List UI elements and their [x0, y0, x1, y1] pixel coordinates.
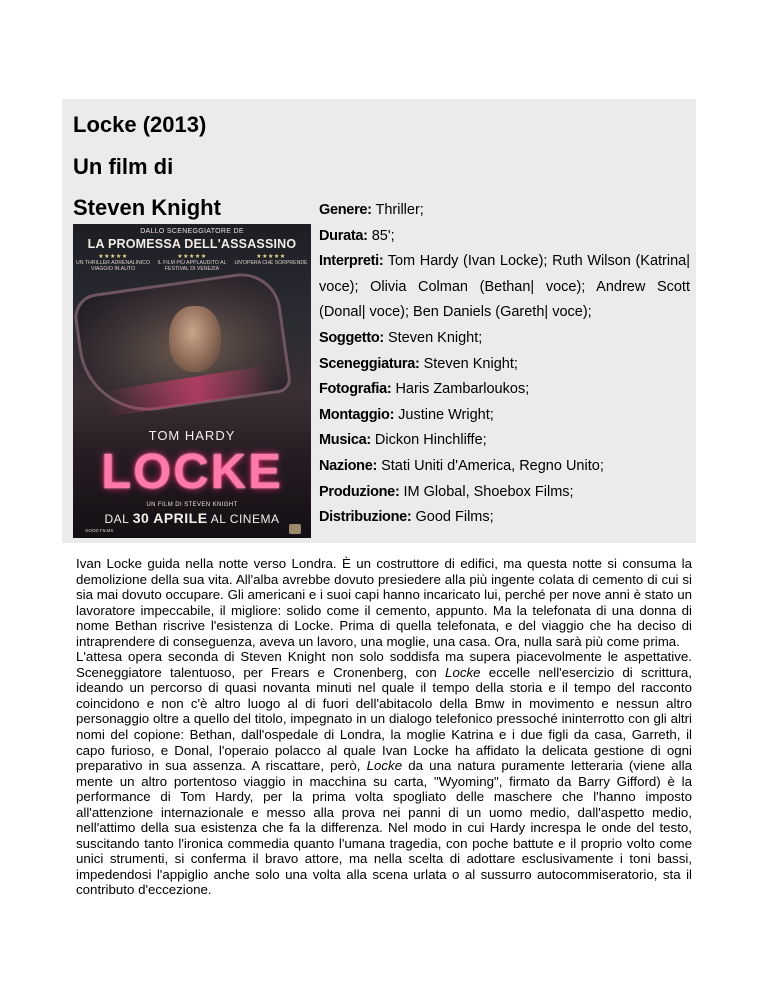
poster-review [154, 254, 230, 272]
credit-row-durata: Durata: 85'; [319, 227, 395, 244]
credit-row-soggetto: Soggetto: Steven Knight; [319, 329, 483, 346]
poster-review-text: UN THRILLER ADRENALINICO VIAGGIO IN AUTO [76, 260, 150, 272]
poster-headline: LA PROMESSA DELL'ASSASSINO [87, 237, 297, 251]
credit-row-distribuzione: Distribuzione: Good Films; [319, 509, 494, 526]
review-text [76, 556, 692, 898]
poster-review [75, 254, 151, 272]
poster-review-text: IL FILM PIÙ APPLAUDITO AL FESTIVAL DI VENEZIA [157, 260, 227, 272]
star-rating-icon: ★★★★★ [98, 254, 128, 260]
poster-release-date: DAL 30 APRILE AL CINEMA [104, 510, 280, 526]
credit-row-nazione: Nazione: Stati Uniti d'America, Regno Unito; [319, 457, 604, 474]
poster-top-line: DALLO SCENEGGIATORE DE [140, 228, 244, 235]
distributor-logo: GOOD FILMS [85, 528, 114, 533]
star-rating-icon: ★★★★★ [177, 254, 207, 260]
poster-actor: TOM HARDY [148, 428, 236, 443]
credit-row-montaggio: Montaggio: Justine Wright; [319, 406, 494, 423]
credit-row-fotografia: Fotografia: Haris Zambarloukos; [319, 381, 530, 398]
movie-poster [73, 224, 311, 538]
poster-review-text: UN'OPERA CHE SORPRENDE [234, 260, 308, 266]
review-paragraph-plot: Ivan Locke guida nella notte verso Londra. È un costruttore di edifici, ma questa notte si consuma la demolizione della sua vita. All'alba avrebbe dovuto presiedere alla più ingente colata di cemento di cui si sia mai dovuto occupare. Gli americani e i suoi capi hanno incaricato lui, perché per nove anni è stato un lavoratore impeccabile, il migliore: solido come il cemento, appunto. Ma la telefonata di una donna di nome Bethan riscrive l'esistenza di Locke. Prima di quella telefonata, e del viaggio che ha deciso di intraprendere di conseguenza, aveva un lavoro, una moglie, una casa. Ora, nulla sarà più come prima. [76, 556, 692, 649]
credits-list [319, 198, 690, 531]
poster-movie-title: LOCKE [101, 445, 283, 499]
credit-row-genere: Genere: Thriller; [319, 202, 424, 218]
credit-row-interpreti: Interpreti: Tom Hardy (Ivan Locke); Ruth Wilson (Katrina| voce); Olivia Colman (Bethan| voce); Andrew Scott (Donal| voce); Ben Daniels (Gareth| voce); [319, 253, 690, 321]
poster-review [233, 254, 309, 266]
film-title: Locke (2013) [73, 112, 207, 137]
credit-row-musica: Musica: Dickon Hinchliffe; [319, 432, 487, 449]
review-paragraph-critique: L'attesa opera seconda di Steven Knight non solo soddisfa ma supera piacevolmente le aspettative. Sceneggiatore talentuoso, per Frears e Cronenberg, con Locke eccelle nell'esercizio di scrittura, ideando un percorso di quasi novanta minuti nel quale il tempo della storia e il tempo del racconto coincidono e non c'è altro luogo al di fuori dell'abitacolo della Bmw in movimento e nessun altro personaggio oltre a quello del titolo, impegnato in un dialogo telefonico pressoché ininterrotto con gli altri nomi del copione: Bethan, dall'ospedale di Londra, la moglie Katrina e i due figli da casa, Garreth, il capo furioso, e Donal, l'operaio polacco al quale Ivan Locke ha affidato la delicata gestione di ogni preparativo in sua assenza. A riscattare, però, Locke da una natura puramente letteraria (viene alla mente un altro portentoso viaggio in macchina su carta, "Wyoming", firmato da Barry Gifford) è la performance di Tom Hardy, per la prima volta spogliato delle maschere che l'hanno imposto all'attenzione internazionale e messo alla prova nei panni di un uomo medio, dall'aspetto medio, nell'attimo della sua esistenza che fa la differenza. Nel modo in cui Hardy increspa le onde del testo, suscitando tanto l'ironica commedia quanto l'umana tragedia, con poche battute e il proprio volto come unici strumenti, si conferma il bravo attore, ma nella scelta di adottare esclusivamente i toni bassi, impedendosi l'appiglio anche solo una volta alla scena urlata o al sussurro autocommiseratorio, sta il contributo d'eccezione. [76, 649, 693, 898]
film-director: Steven Knight [73, 195, 221, 220]
film-subtitle: Un film di [73, 154, 174, 179]
star-rating-icon: ★★★★★ [256, 254, 286, 260]
credit-row-produzione: Produzione: IM Global, Shoebox Films; [319, 483, 574, 500]
credit-row-sceneggiatura: Sceneggiatura: Steven Knight; [319, 355, 518, 372]
poster-face-image [169, 306, 221, 372]
poster-director-line: UN FILM DI STEVEN KNIGHT [146, 502, 238, 508]
rating-badge-icon [289, 524, 301, 534]
